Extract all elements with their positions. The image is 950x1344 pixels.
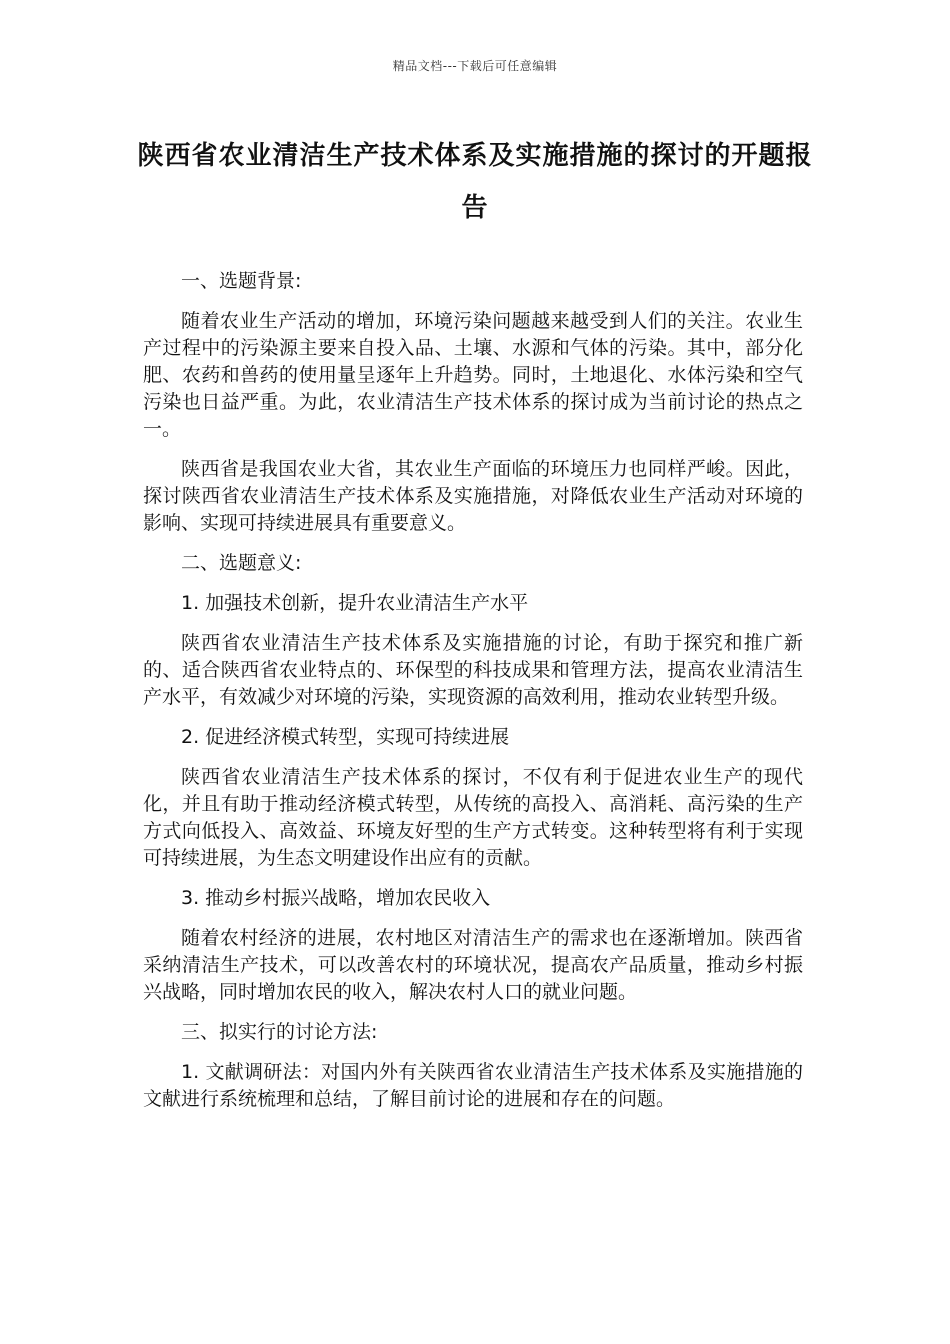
paragraph: 陕西省农业清洁生产技术体系的探讨，不仅有利于促进农业生产的现代化，并且有助于推动经济模式转型，从传统的高投入、高消耗、高污染的生产方式向低投入、高效益、环境友好型的生产方式转变。这种转型将有利于实现可持续进展，为生态文明建设作出应有的贡献。 [143, 766, 803, 869]
list-heading: 2. 促进经济模式转型，实现可持续进展 [181, 726, 510, 748]
paragraph: 随着农业生产活动的增加，环境污染问题越来越受到人们的关注。农业生产过程中的污染源主要来自投入品、土壤、水源和气体的污染。其中，部分化肥、农药和兽药的使用量呈逐年上升趋势。同时，土地退化、水体污染和空气污染也日益严重。为此，农业清洁生产技术体系的探讨成为当前讨论的热点之一。 [143, 310, 803, 440]
header-note: 精品文档---下载后可任意编辑 [392, 59, 558, 73]
paragraph: 陕西省是我国农业大省，其农业生产面临的环境压力也同样严峻。因此，探讨陕西省农业清洁生产技术体系及实施措施，对降低农业生产活动对环境的影响、实现可持续进展具有重要意义。 [143, 458, 803, 534]
paragraph: 随着农村经济的进展，农村地区对清洁生产的需求也在逐渐增加。陕西省采纳清洁生产技术，可以改善农村的环境状况，提高农产品质量，推动乡村振兴战略，同时增加农民的收入，解决农村人口的就业问题。 [143, 927, 803, 1003]
section-heading-background: 一、选题背景: [181, 270, 302, 292]
paragraph: 陕西省农业清洁生产技术体系及实施措施的讨论，有助于探究和推广新的、适合陕西省农业特点的、环保型的科技成果和管理方法，提高农业清洁生产水平，有效减少对环境的污染，实现资源的高效利用，推动农业转型升级。 [143, 632, 803, 708]
section-heading-methods: 三、拟实行的讨论方法: [181, 1021, 378, 1043]
list-heading: 3. 推动乡村振兴战略，增加农民收入 [181, 887, 491, 909]
section-heading-significance: 二、选题意义: [181, 552, 302, 574]
list-heading: 1. 加强技术创新，提升农业清洁生产水平 [181, 592, 529, 614]
paragraph: 1. 文献调研法：对国内外有关陕西省农业清洁生产技术体系及实施措施的文献进行系统梳理和总结，了解目前讨论的进展和存在的问题。 [143, 1061, 803, 1110]
document-body [143, 268, 803, 1126]
document-title: 陕西省农业清洁生产技术体系及实施措施的探讨的开题报告 [137, 141, 813, 223]
